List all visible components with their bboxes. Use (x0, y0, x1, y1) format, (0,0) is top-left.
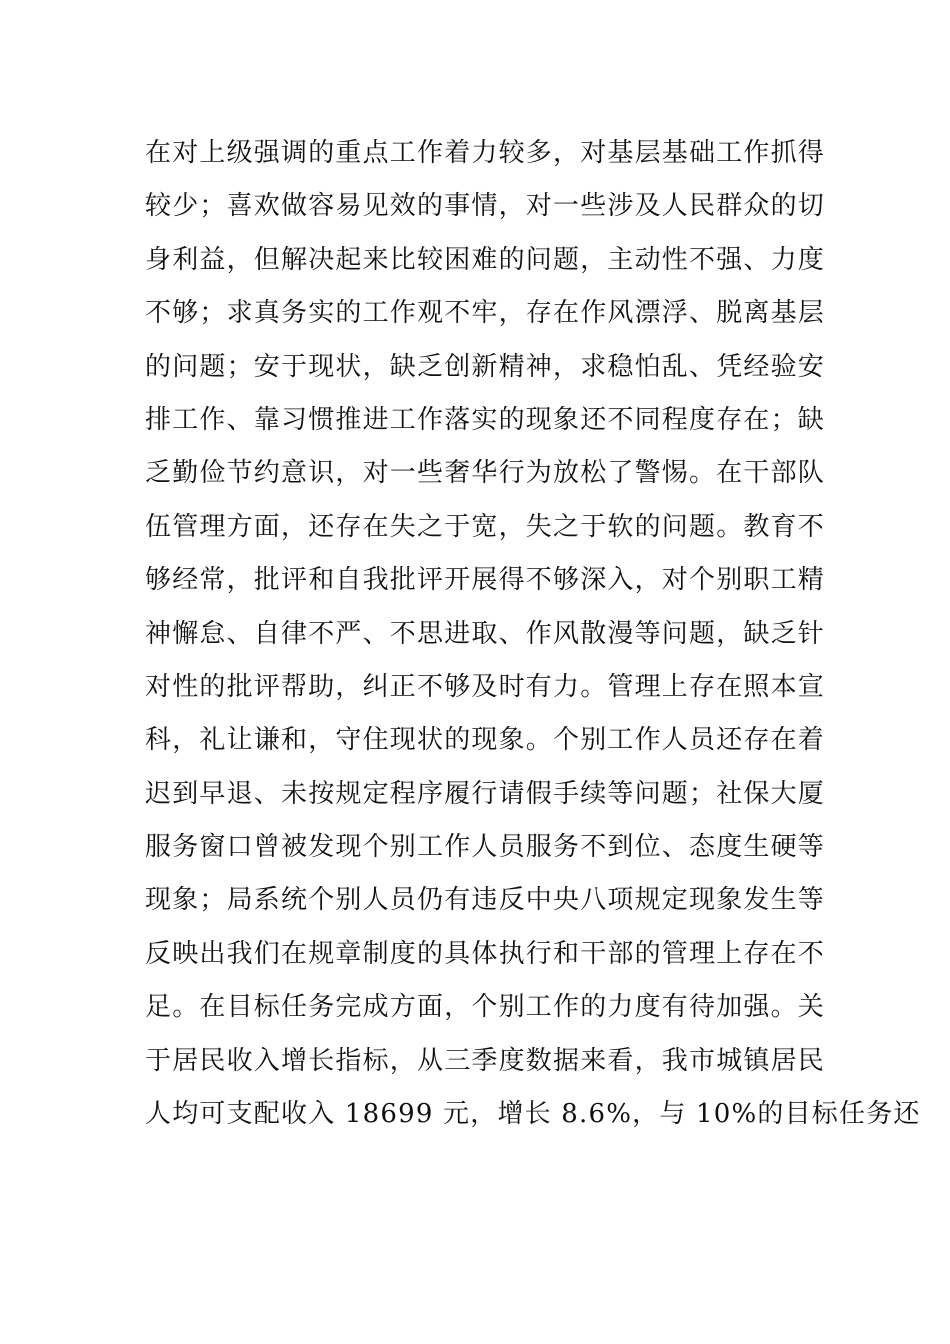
text-line: 乏勤俭节约意识，对一些奢华行为放松了警惕。在干部队 (145, 458, 826, 489)
text-line: 伍管理方面，还存在失之于宽，失之于软的问题。教育不 (145, 511, 826, 542)
text-line: 在对上级强调的重点工作着力较多，对基层基础工作抓得 (145, 138, 826, 168)
text-line: 科，礼让谦和，守住现状的现象。个别工作人员还存在着 (145, 725, 826, 756)
text-line: 现象；局系统个别人员仍有违反中央八项规定现象发生等 (145, 885, 826, 916)
text-line: 对性的批评帮助，纠正不够及时有力。管理上存在照本宣 (145, 671, 826, 702)
text-line: 服务窗口曾被发现个别工作人员服务不到位、态度生硬等 (145, 832, 826, 863)
text-line: 神懈怠、自律不严、不思进取、作风散漫等问题，缺乏针 (145, 618, 826, 649)
text-line: 排工作、靠习惯推进工作落实的现象还不同程度存在；缺 (145, 404, 826, 435)
text-line: 迟到早退、未按规定程序履行请假手续等问题；社保大厦 (145, 778, 826, 809)
text-line: 身利益，但解决起来比较困难的问题，主动性不强、力度 (145, 244, 826, 275)
text-line: 不够；求真务实的工作观不牢，存在作风漂浮、脱离基层 (145, 298, 826, 329)
text-line: 的问题；安于现状，缺乏创新精神，求稳怕乱、凭经验安 (145, 351, 826, 382)
text-line: 较少；喜欢做容易见效的事情，对一些涉及人民群众的切 (145, 191, 826, 222)
text-line: 人均可支配收入 18699 元，增长 8.6%，与 10%的目标任务还 (145, 1099, 921, 1130)
body-text (145, 127, 921, 1141)
text-line: 于居民收入增长指标，从三季度数据来看，我市城镇居民 (145, 1045, 826, 1076)
text-line: 足。在目标任务完成方面，个别工作的力度有待加强。关 (145, 992, 826, 1023)
text-line: 反映出我们在规章制度的具体执行和干部的管理上存在不 (145, 938, 826, 969)
text-line: 够经常，批评和自我批评开展得不够深入，对个别职工精 (145, 565, 826, 596)
